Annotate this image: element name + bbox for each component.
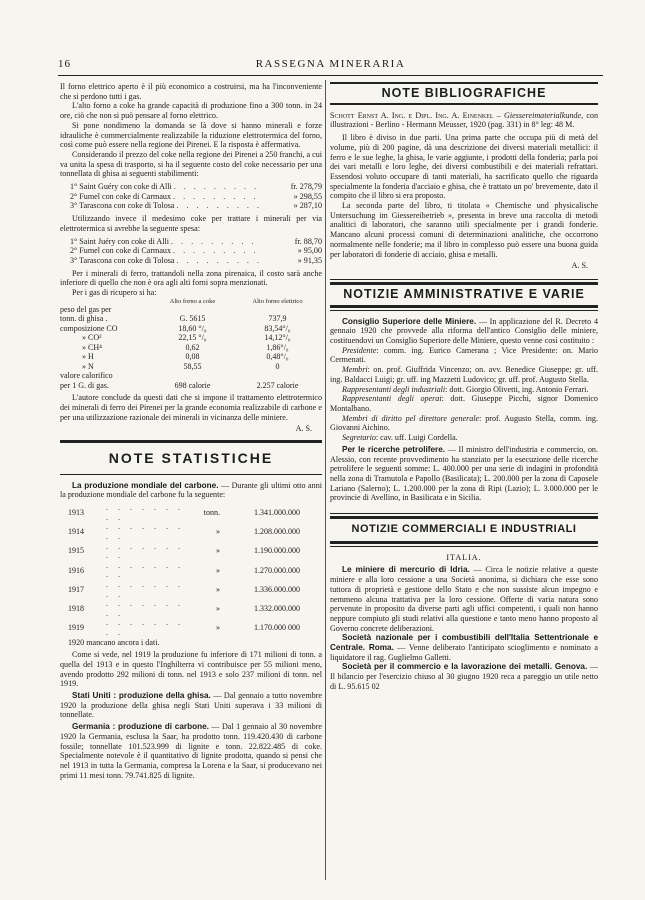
paragraph: Per i gas di ricupero si ha: [72,288,157,298]
table-row: 1919 . . . . . . . . . » 1.170.000 000 [68,618,300,637]
table-row: tonn. di ghisa . G. 5615 737,9 [60,314,287,324]
journal-title: RASSEGNA MINERARIA [255,58,406,70]
paragraph: Stati Uniti : produzione della ghisa. — Dal gennaio a tutto novembre 1920 la produzione della ghisa negli Stati Uniti superava i 33 milioni di tonnellate. [60,691,322,720]
gas-table-header: Alto forno elettrico [252,297,303,305]
table-row: per 1 G. di gas. 698 calorie 2.257 calorie [60,380,299,390]
member-list-item: Presidente: comm. ing. Eurico Camerana ; Vice Presidente: on. Mario Cermenati. [330,345,598,365]
conclusion-paragraph: L'autore conclude da questi dati che si impone il trattamento elettrotermico dei minerali di ferro dei Pirenei per la grande economia realizzabile di carbone e per una utilizzazione razionale dei minerali in vicinanza delle miniere. [60,393,322,422]
signature: A. S. [571,261,588,271]
list-item: 2° Fumel con coke di Carmaux . . . . . . . . . » 298,55 [70,191,322,201]
section-title-amministrative: NOTIZIE AMMINISTRATIVE E VARIE [330,279,598,311]
member-list-item: Rappresentanti degli operai: dott. Giuseppe Picchi, signor Domenico Montalbano. [330,394,598,413]
gas-table-header: Alto forno a coke [169,297,216,305]
electric-cost-list [60,237,322,266]
paragraph: Germania : produzione di carbone. — Dal 1 gennaio al 30 novembre 1920 la Germania, esclusa la Saar, ha prodotto tonn. 119.420.430 di carbone fossile; tonnellate 101.523.999 di lignite e tonn. 22.822.485 di coke. Specialmente notevole è il quantitativo di lignite prodotta, quando si pensi che nel 1913 in tutta la Germania, compresa la Lorena e la Saar, si producevano nei primi 11 mesi tonn. 79.741.825 di lignite. [60,722,322,780]
intro-paragraph: L'alto forno a coke ha grande capacità di produzione fino a 300 tonn. in 24 ore, ciò che non si può pensare al forno elettrico. [60,101,322,121]
paragraph: Società per il commercio e la lavorazione dei metalli. Genova. — Il bilancio per l'esercizio chiuso al 30 giugno 1920 reca a pareggio un utile netto di L. 95.615 02 [330,662,598,691]
page-number: 16 [58,58,71,70]
coal-note: 1920 mancano ancora i dati. [68,637,160,647]
table-row: 1915 . . . . . . . . . » 1.190.000.000 [68,541,300,561]
paragraph: Per le ricerche petrolifere. — Il ministro dell'industria e commercio, on. Alessio, con recente provvedimento ha stanziato per la esecuzione delle ricerche petrolifere le seguenti somme: L. 400.000 per una serie di indagini in profondità nella zona di Tramutola e Papollo (Basilicata); L. 200.000 per la zona di Caposele Lariano (Salerno); L. 1.200.000 per la zona di Ripi (Lazio); L. 3.000.000 per le provincie di Avellino, in Basilicata e in Sicilia. [330,444,598,503]
member-list-item: Rappresentanti degli industriali: dott. Giorgio Olivetti, ing. Antonio Ferrari. [342,384,589,394]
paragraph: Il libro è diviso in due parti. Una prima parte che occupa più di metà del volume, più di 200 pagine, dà una descrizione dei diversi materiali metallici: il ferro e le sue leghe, la ghisa, le varie aggiunte, i prodotti della fonderia; parla poi dei vari metalli e loro leghe, dei diversi combustibili e dei materiali refrattari. Essendosi voluto occupare di tanti materiali, ha sacrificato quello che riguarda specialmente la fonderia d'acciaio e ghisa, che è trattato un po' brevemente, dato il compito che il libro si era proposto. [330,133,598,201]
coal-production-table [60,503,322,637]
page-header [58,58,603,74]
section-title-statistiche: NOTE STATISTICHE [60,440,322,475]
paragraph: Come si vede, nel 1919 la produzione fu inferiore di 171 milioni di tonn. a quella del 1913 e in questo l'Inghilterra vi contribuisce per 55 milioni meno, avendo prodotto 292 milioni di tonn. nel 1913 e solo 237 milioni di tonn. nel 1919. [60,650,322,689]
intro-paragraph: Considerando il prezzo del coke nella regione dei Pirenei a 250 franchi, a cui va unita la spesa di trasporto, si ha il seguente costo del coke necessario per una tonnellata di ghisa ai seguenti stabilimenti: [60,149,322,179]
table-row: peso del gas per [60,304,112,314]
paragraph: Per i minerali di ferro, trattandoli nella zona pirenaica, il costo sarà anche inferiore di quello che non è ora agli alti forni sopra menzionati. [60,268,322,288]
list-item: 1° Saint Juéry con coke di Alli . . . . . . . . . fr. 88,70 [70,236,322,246]
member-list-item: Membri: on. prof. Giuffrida Vincenzo; on. avv. Benedice Giuseppe; gr. uff. ing. Baldacci Luigi; gr. uff. ing Mazzetti Ludovico; gr. uff. prof. Augusto Stella. [330,365,598,384]
paragraph: La seconda parte del libro, ti titolata « Chemische und physicalische Untersuchung im Giessereibetrieb », presenta in breve una raccolta di metodi analitici di laboratori, che saranno utili specialmente per i grandi fonderie. Mancano alcuni processi comuni di determinazioni analitiche, che occorrono normalmente nelle fonderie; ma il libro in complesso può essere una buona guida per laboratori di fonderie di acciaio, ghisa e metalli. [330,201,598,259]
member-list-item: Membri di diritto pel direttore generale: prof. Augusto Stella, comm. ing. Giovanni Aichino. [330,413,598,433]
gas-table [60,298,322,391]
header-rule [58,75,603,76]
table-row: composizione CO 18,60 °/₀ 83,54°/₀ [60,323,291,333]
intro-paragraph: Il forno elettrico aperto è il più economico a costruirsi, ma ha l'inconveniente che si perdono tutti i gas. [60,82,322,101]
left-column [60,82,322,780]
paragraph: La produzione mondiale del carbone. — Durante gli ultimi otto anni la produzione mondiale del carbone fu la seguente: [60,480,322,500]
table-row: » H 0,08 0,48°/₀ [82,352,289,362]
right-column [330,82,598,692]
table-row: » CO² 22,15 °/₀ 14,12°/₀ [82,333,291,343]
table-row: 1913 . . . . . . . . . tonn. 1.341.000.000 [68,503,300,522]
table-row: 1916 . . . . . . . . . » 1.270.000.000 [68,560,300,580]
coke-cost-list [60,182,322,211]
table-row: 1917 . . . . . . . . . » 1.336.000.000 [68,579,300,599]
intro-paragraph: Si pone nondimeno la domanda se là dove si hanno minerali e forze idrauliche è commercialmente realizzabile la riduzione elettrotermica del forno, così come può essere nella regione dei Pirenei. E la risposta è affermativa. [60,120,322,150]
list-item: 1° Saint Guéry con coke di Alli . . . . . . . . . fr. 278,79 [70,182,322,192]
paragraph: Società nazionale per i combustibili dell'Italia Settentrionale e Centrale. Roma. — Venne deliberato l'anticipato scioglimento e nominato a liquidatore il rag. Guglielmo Galletti. [330,633,598,662]
table-row: » CH⁴ 0,62 1,86°/₀ [82,342,289,352]
section-title-bibliografiche: NOTE BIBLIOGRAFICHE [330,82,598,105]
column-divider [325,80,326,880]
list-item: 2° Fumel con coke di Carmaux . . . . . . . . . » 95,00 [70,246,322,256]
table-row: valore calorifico [60,371,113,381]
paragraph: Le miniere di mercurio di Idria. — Circa le notizie relative a queste miniere e alla loro cessione a una Società anonima, si dichiara che esse sono tuttora di proprietà e gestione dello Stato e che non sussiste alcun impegno e nemmeno alcuna trattativa per la loro cessione. Offerte di varia natura sono pervenute in proposito da diverse parti agli uffici competenti, i quali non hanno neppure compiuto gli studi relativi alla questione e tanto meno hanno proposto al Governo concrete deliberazioni. [330,565,598,633]
member-list-item: Segretario: cav. uff. Luigi Cordella. [342,433,458,443]
bibliographic-reference: Schott Ernst A. Ing. e Dipl. Ing. A. Einenkel – Giessereimaterialkunde, con illustrazioni - Berlino - Hermann Meusser, 1920 (pag. 331) in 8° leg: 48 M. [330,110,599,130]
table-row: 1914 . . . . . . . . . » 1.208.000.000 [68,522,300,541]
paragraph: Utilizzando invece il medesimo coke per trattare i minerali per via elettrotermica si avrebbe la seguente spesa: [60,214,322,233]
table-row: » N 58,55 0 [82,361,280,371]
list-item: 3° Tarascona con coke di Tolosa . . . . . . . . . » 91,35 [70,255,322,265]
section-title-commerciali: NOTIZIE COMMERCIALI E INDUSTRIALI [330,513,598,547]
paragraph: Consiglio Superiore delle Miniere. — In applicazione del R. Decreto 4 gennaio 1920 che provvede alla riforma dell'antico Consiglio delle miniere, costituendovi un Consiglio Superiore delle Miniere, questo venne così costituito : [330,316,598,346]
list-item: 3° Tarascona con coke di Tolosa . . . . . . . . . » 287,10 [70,201,322,211]
signature: A. S. [295,424,312,434]
country-heading: ITALIA. [446,552,482,562]
table-row: 1918 . . . . . . . . . » 1.332.000.000 [68,599,300,618]
